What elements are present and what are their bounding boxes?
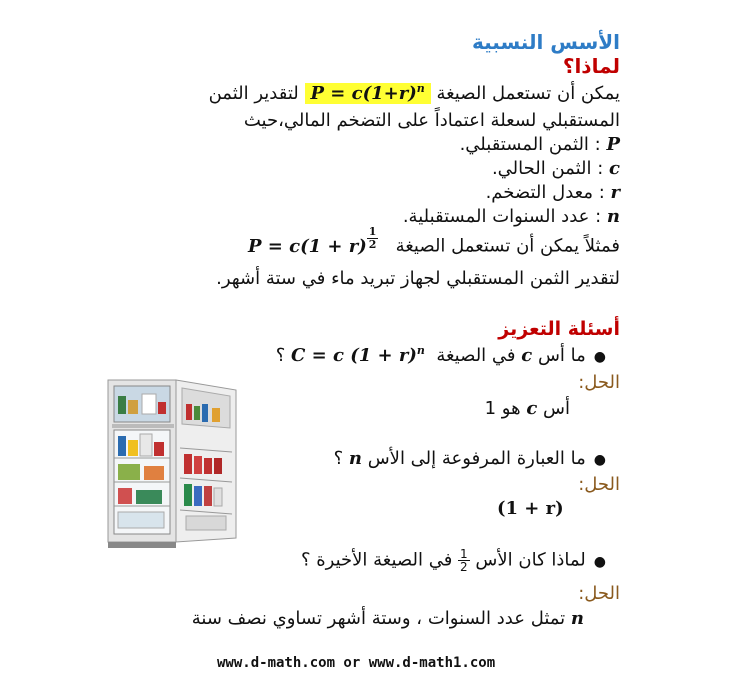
example-formula: P = c(1 + r) $\frac{1}{2}$ xyxy=(247,225,377,257)
answer-1: أس c هو 1 xyxy=(484,398,570,419)
answer-3: n تمثل عدد السنوات ، وستة أشهر تساوي نصف سنة xyxy=(191,608,584,629)
answer-2: (1 + r) xyxy=(497,498,564,519)
highlighted-formula: $P = c(1+r)^n$ xyxy=(305,83,431,104)
example-line-2: لتقدير الثمن المستقبلي لجهاز تبريد ماء في ستة أشهر. xyxy=(216,268,620,289)
question-1: ●ما أس c في الصيغة C = c $(1 + r)^n$ ؟ xyxy=(275,344,606,366)
definition-c: c : الثمن الحالي. xyxy=(491,158,620,179)
intro-post: لتقدير الثمن xyxy=(208,83,299,104)
refrigerator-illustration xyxy=(104,378,242,550)
question-2: ●ما العبارة المرفوعة إلى الأس n ؟ xyxy=(333,448,606,469)
example-line-1: فمثلاً يمكن أن تستعمل الصيغة P = c(1 + r) $\frac{1}{2}$ xyxy=(247,225,620,257)
question-3: ●لماذا كان الأس $\frac{1}{2}$ في الصيغة الأخيرة ؟ xyxy=(300,547,606,574)
intro-line-2: المستقبلي لسعلة اعتماداً على التضخم المالي،حيث xyxy=(243,110,620,131)
solution-label-3: الحل: xyxy=(578,583,620,604)
why-heading: لماذا؟ xyxy=(562,54,620,78)
solution-label-2: الحل: xyxy=(578,474,620,495)
definition-n: n : عدد السنوات المستقبلية. xyxy=(402,206,620,227)
page-title: الأسس النسبية xyxy=(472,30,620,54)
footer-links: www.d-math.com or www.d-math1.com xyxy=(217,655,496,671)
solution-label-1: الحل: xyxy=(578,372,620,393)
intro-pre: يمكن أن تستعمل الصيغة xyxy=(436,83,620,104)
definition-p: P : الثمن المستقبلي. xyxy=(459,134,620,155)
definition-r: r : معدل التضخم. xyxy=(485,182,620,203)
intro-line-1 xyxy=(209,82,620,104)
reinforcement-heading: أسئلة التعزيز xyxy=(498,318,620,340)
